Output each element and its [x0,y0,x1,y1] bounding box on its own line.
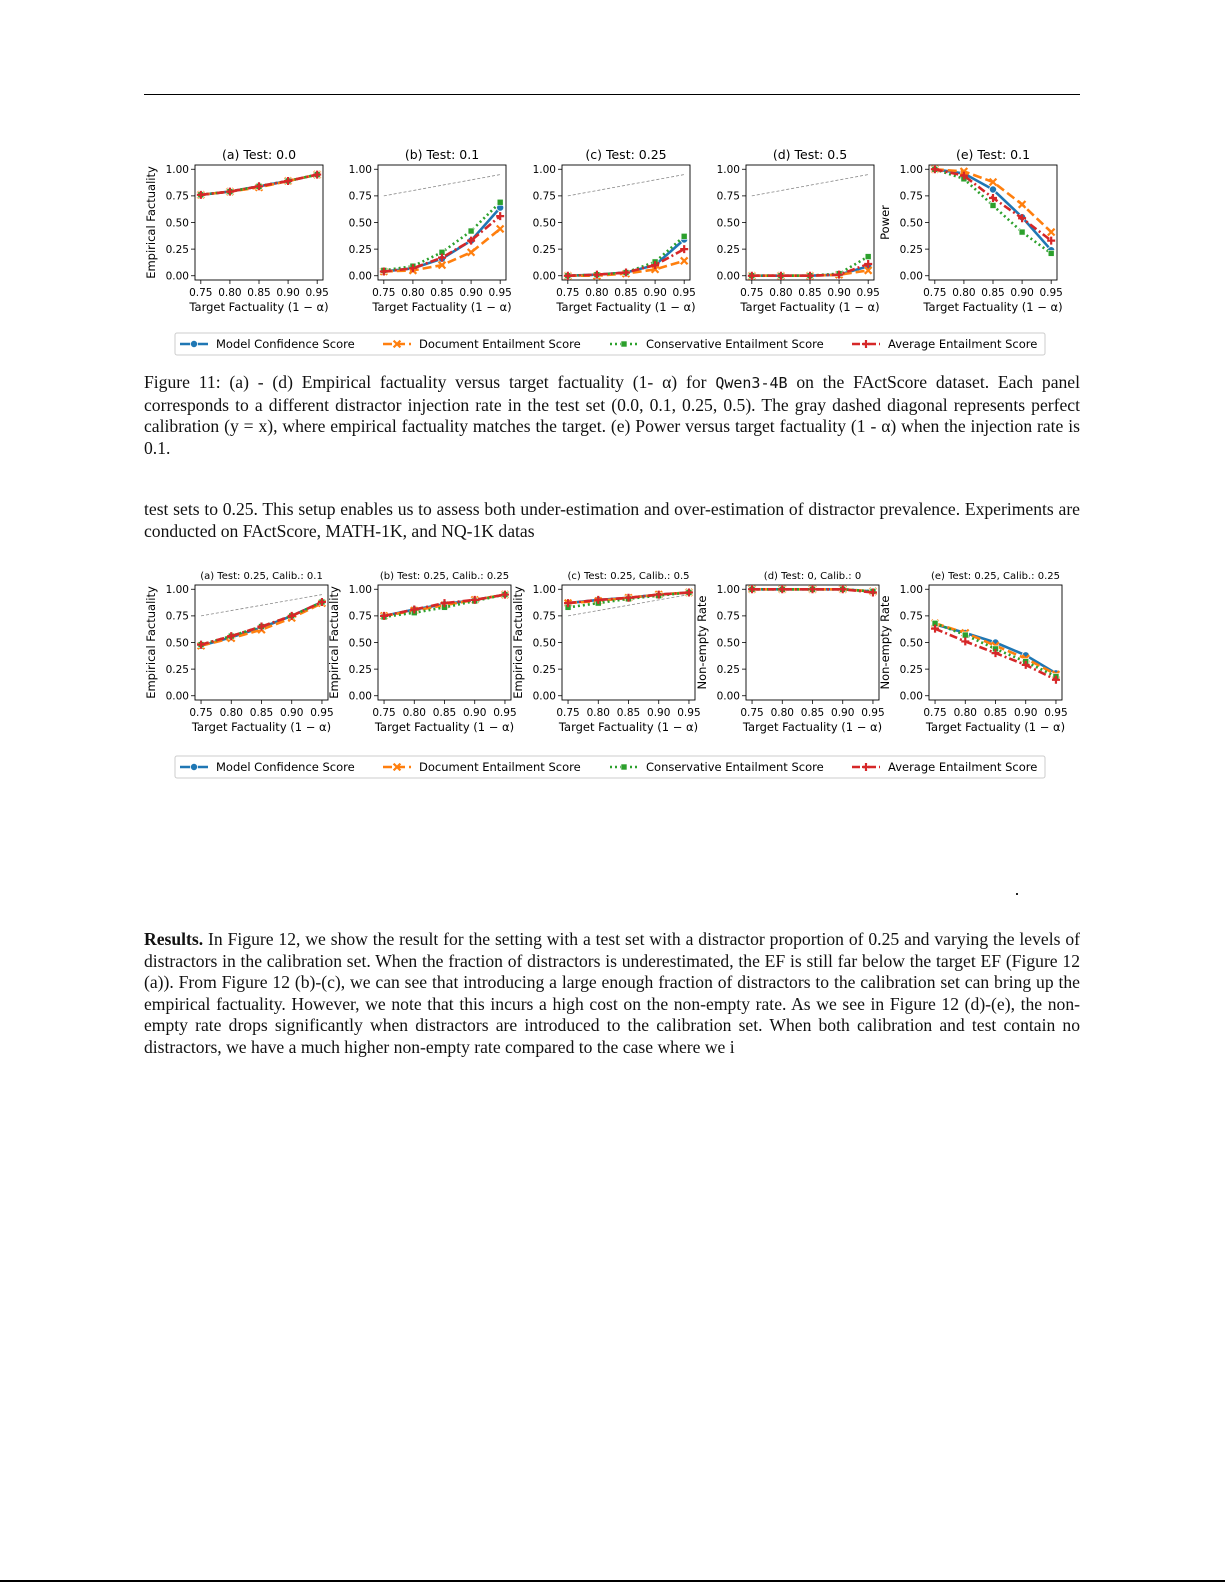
y-tick-label: 0.00 [716,690,740,703]
data-point-document [1019,201,1026,208]
legend-marker-model [190,763,197,770]
y-axis-label: Empirical Factuality [144,586,158,699]
y-tick-label: 0.25 [165,663,189,676]
legend-marker-model [190,340,197,347]
x-tick-label: 0.85 [430,287,454,299]
y-tick-label: 0.75 [899,190,923,203]
y-tick-label: 0.75 [716,190,740,203]
x-tick-label: 0.80 [769,287,793,299]
y-tick-label: 0.75 [716,610,740,623]
x-axis-label: Target Factuality (1 − α) [925,720,1066,734]
fig11-legend [175,333,1045,355]
x-axis-label: Target Factuality (1 − α) [372,300,512,314]
y-tick-label: 0.50 [899,217,923,230]
caption-model-name: Qwen3-4B [715,374,788,392]
figure-11-panels [0,140,1225,360]
calibration-diagonal [568,175,684,196]
y-tick-label: 0.25 [716,243,740,256]
y-tick-label: 0.25 [899,663,923,676]
y-axis-label: Empirical Factuality [144,166,158,279]
data-point-document [468,249,475,256]
x-tick-label: 0.90 [831,707,855,719]
y-tick-label: 0.75 [165,190,189,203]
legend-label-conservative: Conservative Entailment Score [646,337,824,351]
x-tick-label: 0.80 [402,707,426,719]
x-tick-label: 0.80 [218,287,242,299]
y-tick-label: 0.75 [165,610,189,623]
x-tick-label: 0.75 [556,287,580,299]
x-tick-label: 0.75 [740,287,764,299]
y-tick-label: 0.00 [716,270,740,283]
y-tick-label: 0.00 [532,690,556,703]
calibration-diagonal [384,175,500,196]
legend-label-average: Average Entailment Score [888,760,1038,774]
x-tick-label: 0.75 [556,707,580,719]
y-tick-label: 1.00 [899,164,923,177]
results-heading: Results. [144,929,204,949]
y-tick-label: 1.00 [716,584,740,597]
x-axis-label: Target Factuality (1 − α) [742,720,883,734]
y-axis-label: Non-empty Rate [695,595,709,690]
y-tick-label: 0.25 [899,243,923,256]
legend-label-conservative: Conservative Entailment Score [646,760,824,774]
x-tick-label: 0.80 [219,707,243,719]
data-point-conservative [865,254,871,260]
data-point-conservative [468,228,474,234]
y-tick-label: 0.00 [532,270,556,283]
y-tick-label: 0.50 [532,637,556,650]
y-tick-label: 0.25 [716,663,740,676]
x-tick-label: 0.90 [1014,707,1038,719]
y-tick-label: 0.00 [899,270,923,283]
fig12-panel-5 [878,571,1068,734]
x-axis-label: Target Factuality (1 − α) [556,300,696,314]
y-tick-label: 0.25 [348,243,372,256]
legend-marker-conservative [621,341,627,347]
x-tick-label: 0.90 [463,707,487,719]
y-tick-label: 1.00 [348,584,372,597]
y-tick-label: 0.50 [716,637,740,650]
y-tick-label: 0.00 [348,270,372,283]
data-point-conservative [497,199,503,205]
plot-frame [746,585,879,700]
stray-mark [1016,893,1018,895]
data-point-conservative [1019,229,1025,235]
x-tick-label: 0.95 [1044,707,1068,719]
fig12-panel-4 [695,571,885,734]
x-tick-label: 0.85 [798,287,822,299]
footer-rule [0,1580,1225,1582]
x-tick-label: 0.85 [983,707,1008,719]
y-tick-label: 0.75 [348,190,372,203]
fig12-panel-3 [511,571,701,734]
x-tick-label: 0.75 [923,287,947,299]
header-rule [144,94,1080,95]
plot-frame [562,165,690,280]
caption-text-a: Figure 11: (a) - (d) Empirical factuality versus target factuality (1- α) for [144,372,716,392]
caption-text-b: on the FActScore dataset. Each panel corresponds to a different distractor injection rate in the test set (0.0, 0.1, 0.25, 0.5). The gray dashed diagonal represents perfect calibration (y = x), where empirical factuality matches the target. (e) Power versus target factuality (1 - α) when the injection rate is 0.1. [144,372,1080,458]
fig11-panel-title: (e) Test: 0.1 [955,147,1031,162]
fig12-panel-title: (e) Test: 0.25, Calib.: 0.25 [930,571,1061,582]
fig12-panel-title: (a) Test: 0.25, Calib.: 0.1 [200,571,323,582]
x-tick-label: 0.80 [953,707,977,719]
y-tick-label: 0.25 [532,663,556,676]
data-point-model [989,186,996,193]
x-tick-label: 0.85 [249,707,274,719]
x-axis-label: Target Factuality (1 − α) [191,720,332,734]
x-tick-label: 0.75 [372,707,396,719]
y-tick-label: 0.50 [532,217,556,230]
y-tick-label: 0.50 [348,637,372,650]
y-tick-label: 0.75 [532,610,556,623]
x-axis-label: Target Factuality (1 − α) [189,300,329,314]
plot-frame [746,165,874,280]
intro-paragraph: test sets to 0.25. This setup enables us to assess both under-estimation and over-estimation of distractor prevalence. Experiments are conducted on FActScore, MATH-1K, and NQ-1K datas [144,499,1080,541]
x-tick-label: 0.90 [643,287,667,299]
y-tick-label: 1.00 [532,584,556,597]
fig11-panel-1 [144,147,329,314]
fig11-panel-3 [533,147,696,314]
y-tick-label: 1.00 [165,584,189,597]
x-tick-label: 0.80 [770,707,794,719]
data-point-document [497,225,504,232]
y-axis-label: Empirical Factuality [511,586,525,699]
y-tick-label: 1.00 [532,164,556,177]
x-axis-label: Target Factuality (1 − α) [923,300,1063,314]
x-tick-label: 0.90 [647,707,671,719]
y-tick-label: 0.25 [165,243,189,256]
legend-label-average: Average Entailment Score [888,337,1038,351]
x-tick-label: 0.95 [672,287,696,299]
data-point-conservative [962,632,968,638]
x-tick-label: 0.75 [923,707,947,719]
y-tick-label: 0.75 [348,610,372,623]
figure-12-panels [0,560,1225,785]
data-point-document [681,257,688,264]
x-tick-label: 0.80 [952,287,976,299]
fig11-panel-5 [878,147,1063,314]
fig12-panel-1 [144,571,334,734]
fig11-panel-title: (b) Test: 0.1 [404,147,480,162]
y-tick-label: 0.25 [532,243,556,256]
y-tick-label: 0.00 [899,690,923,703]
plot-frame [195,165,323,280]
y-tick-label: 0.50 [165,637,189,650]
fig11-panel-title: (a) Test: 0.0 [221,147,297,162]
data-point-document [1048,229,1055,236]
calibration-diagonal [752,175,868,196]
fig12-panel-title: (c) Test: 0.25, Calib.: 0.5 [567,571,690,582]
x-tick-label: 0.90 [280,707,304,719]
y-tick-label: 0.50 [165,217,189,230]
fig12-legend [175,756,1045,778]
x-tick-label: 0.85 [614,287,638,299]
x-tick-label: 0.90 [1010,287,1034,299]
x-tick-label: 0.75 [372,287,396,299]
x-tick-label: 0.80 [401,287,425,299]
y-tick-label: 0.50 [716,217,740,230]
fig12-panel-title: (d) Test: 0, Calib.: 0 [763,571,862,582]
x-tick-label: 0.85 [800,707,825,719]
results-body: In Figure 12, we show the result for the setting with a test set with a distractor proportion of 0.25 and varying the levels of distractors in the calibration set. When the fraction of distractors is underestimated, the EF is still far below the target EF (Figure 12 (a)). From Figure 12 (b)-(c), we can see that introducing a large enough fraction of distractors to the calibration set can bring up the empirical factuality. However, we note that this incurs a high cost on the non-empty rate. As we see in Figure 12 (d)-(e), the non-empty rate drops significantly when distractors are introduced to the calibration set. When both calibration and test contain no distractors, we have a much higher non-empty rate compared to the case where we i [144,929,1080,1057]
x-tick-label: 0.95 [1039,287,1063,299]
data-point-conservative [681,233,687,239]
legend-label-document: Document Entailment Score [419,760,581,774]
legend-label-model: Model Confidence Score [216,760,355,774]
y-tick-label: 0.00 [165,270,189,283]
legend-marker-conservative [621,764,627,770]
y-tick-label: 0.25 [348,663,372,676]
fig12-panel-2 [327,571,517,734]
x-axis-label: Target Factuality (1 − α) [374,720,515,734]
x-tick-label: 0.90 [459,287,483,299]
data-point-conservative [1048,250,1054,256]
data-point-conservative [990,202,996,208]
y-tick-label: 1.00 [716,164,740,177]
fig11-panel-title: (c) Test: 0.25 [585,147,667,162]
fig12-panel-title: (b) Test: 0.25, Calib.: 0.25 [379,571,510,582]
x-tick-label: 0.80 [586,707,610,719]
x-tick-label: 0.80 [585,287,609,299]
figure-11-caption [144,372,1080,459]
x-tick-label: 0.95 [310,707,334,719]
y-tick-label: 0.75 [532,190,556,203]
fig11-panel-4 [717,147,880,314]
x-tick-label: 0.95 [305,287,329,299]
y-tick-label: 1.00 [348,164,372,177]
x-axis-label: Target Factuality (1 − α) [740,300,880,314]
y-tick-label: 0.00 [348,690,372,703]
y-tick-label: 0.50 [899,637,923,650]
results-paragraph [144,929,1080,1058]
x-tick-label: 0.95 [677,707,701,719]
x-tick-label: 0.85 [432,707,457,719]
x-tick-label: 0.75 [740,707,764,719]
y-axis-label: Non-empty Rate [878,595,892,690]
x-tick-label: 0.85 [981,287,1005,299]
x-tick-label: 0.90 [276,287,300,299]
x-tick-label: 0.85 [247,287,271,299]
y-tick-label: 0.50 [348,217,372,230]
data-point-average [961,637,969,645]
fig11-panel-title: (d) Test: 0.5 [772,147,848,162]
x-tick-label: 0.95 [493,707,517,719]
y-tick-label: 0.75 [899,610,923,623]
x-tick-label: 0.95 [861,707,885,719]
x-tick-label: 0.75 [189,287,213,299]
y-tick-label: 1.00 [899,584,923,597]
legend-label-document: Document Entailment Score [419,337,581,351]
x-tick-label: 0.75 [189,707,213,719]
fig11-panel-2 [349,147,512,314]
legend-label-model: Model Confidence Score [216,337,355,351]
x-tick-label: 0.95 [856,287,880,299]
x-tick-label: 0.95 [488,287,512,299]
y-tick-label: 1.00 [165,164,189,177]
x-tick-label: 0.85 [616,707,641,719]
x-tick-label: 0.90 [827,287,851,299]
y-tick-label: 0.00 [165,690,189,703]
y-axis-label: Empirical Factuality [327,586,341,699]
x-axis-label: Target Factuality (1 − α) [558,720,699,734]
y-axis-label: Power [878,205,892,240]
